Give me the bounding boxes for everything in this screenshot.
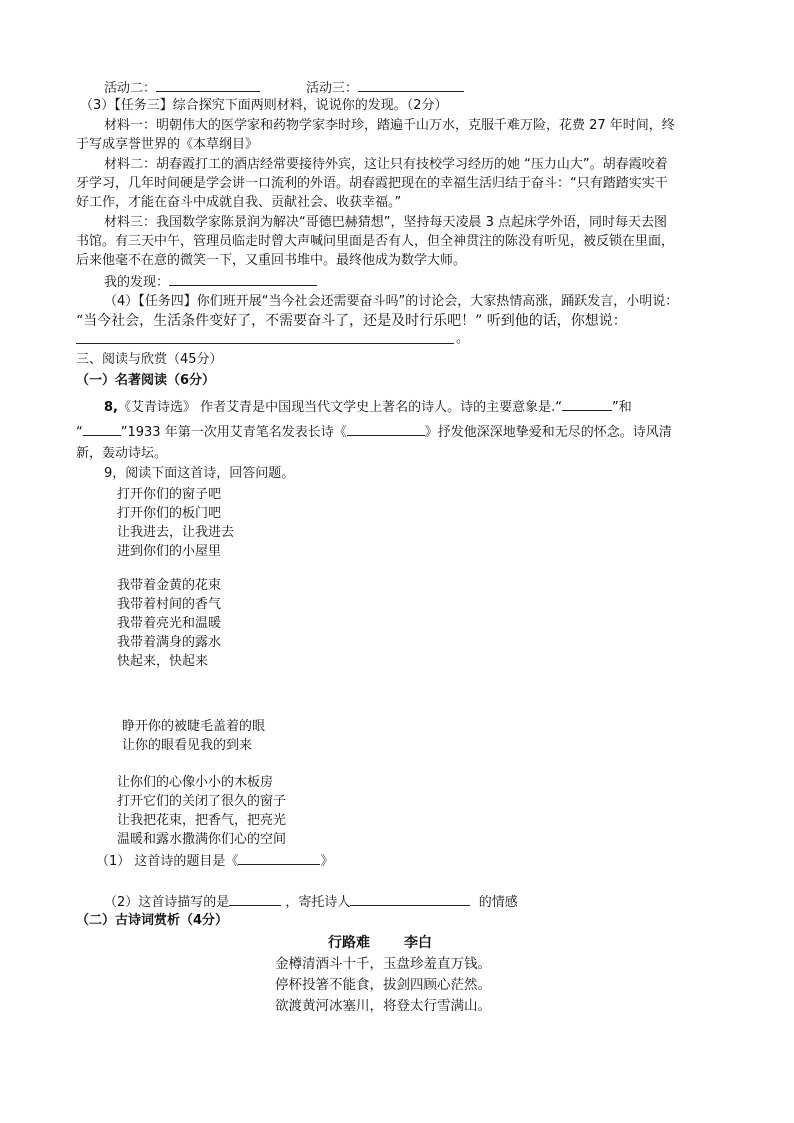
q8-text-c: 》抒发他深深地挚爱和无尽的怀念。诗风清 bbox=[424, 425, 672, 440]
q8-open-quote-2: “ bbox=[76, 425, 83, 440]
material2-line3: 好工作，才能在奋斗中成就自我、贡献社会、收获幸福。” bbox=[76, 195, 402, 210]
q8-blank-1[interactable] bbox=[562, 397, 612, 411]
section3-heading: 三、阅读与欣赏（45分） bbox=[76, 352, 223, 367]
q9-sub1-number: （1） bbox=[96, 854, 131, 869]
poem-line: 睁开你的被睫毛盖着的眼 bbox=[122, 719, 266, 734]
poem-line: 打开你们的板门吧 bbox=[117, 506, 222, 521]
task4-line2: “当今社会，生活条件变好了，不需要奋斗了，还是及时行乐吧！” 听到他的话，你想说： bbox=[76, 313, 627, 329]
q9-prompt: 9，阅读下面这首诗，回答问题。 bbox=[104, 466, 295, 481]
q8-text-b: ”1933 年第一次用艾青笔名发表长诗《 bbox=[120, 425, 347, 440]
material1-line1: 材料一：明朝伟大的医学家和药物学家李时珍，踏遍千山万水，克服千难万险，花费 27 年时间，终 bbox=[104, 118, 675, 133]
q8-number: 8, bbox=[104, 400, 118, 415]
poem-line: 温暖和露水撒满你们心的空间 bbox=[117, 832, 287, 847]
q9-sub1-blank[interactable] bbox=[238, 851, 320, 865]
activity-3-line bbox=[306, 78, 464, 98]
task4-answer-line[interactable] bbox=[76, 343, 454, 344]
activity-3-label: 活动三： bbox=[306, 81, 359, 96]
classic-line: 欲渡黄河冰塞川，将登太行雪满山。 bbox=[275, 998, 491, 1014]
poem-line: 快起来，快起来 bbox=[117, 654, 209, 669]
poem-line: 进到你们的小屋里 bbox=[117, 544, 222, 559]
q8-text-a: 《艾青诗选》 作者艾青是中国现当代文学史上著名的诗人。诗的主要意象是. bbox=[117, 400, 556, 415]
part2-heading: （二）古诗词赏析（4分） bbox=[76, 913, 229, 928]
q8-open-quote: “ bbox=[555, 400, 562, 415]
task3-prompt: （3）【任务三】综合探究下面两则材料，说说你的发现。（2分） bbox=[80, 98, 448, 113]
poem-line: 我带着亮光和温暖 bbox=[117, 616, 222, 631]
q8-blank-2[interactable] bbox=[83, 422, 121, 436]
q8-line1 bbox=[104, 397, 632, 417]
q8-line2 bbox=[76, 422, 672, 442]
discovery-blank[interactable] bbox=[169, 272, 317, 286]
material3-line2: 书馆。有三天中午，管理员临走时曾大声喊问里面是否有人，但全神贯注的陈没有听见，被反锁在里面， bbox=[76, 234, 675, 249]
poem-line: 让我把花束，把香气，把亮光 bbox=[117, 813, 287, 828]
q9-sub2-blank-1[interactable] bbox=[229, 892, 281, 906]
activity-3-blank[interactable] bbox=[358, 78, 464, 92]
material3-line3: 后来他毫不在意的微笑一下，又重回书堆中。最终他成为数学大师。 bbox=[76, 253, 467, 268]
classic-line: 停杯投箸不能食，拔剑四顾心茫然。 bbox=[275, 977, 491, 993]
poem-line: 我带着金黄的花束 bbox=[117, 578, 222, 593]
q8-close-quote: ” bbox=[612, 400, 619, 415]
poem-line: 打开它们的关闭了很久的窗子 bbox=[117, 794, 287, 809]
q9-sub2-text-c: 的情感 bbox=[478, 895, 518, 910]
q8-line3: 新，轰动诗坛。 bbox=[76, 446, 168, 461]
poem-line: 我带着满身的露水 bbox=[117, 635, 222, 650]
material3-line1: 材料三：我国数学家陈景润为解决“哥德巴赫猜想”，坚持每天凌晨 3 点起床学外语，同时每天去图 bbox=[104, 215, 668, 230]
poem-line: 让我进去，让我进去 bbox=[117, 525, 235, 540]
classic-author: 李白 bbox=[404, 935, 432, 951]
discovery-label: 我的发现： bbox=[104, 275, 170, 290]
q9-sub2-text-a: （2）这首诗描写的是 bbox=[104, 895, 230, 910]
q9-sub2-blank-2[interactable] bbox=[350, 892, 470, 906]
q9-sub2-text-b: ，寄托诗人 bbox=[285, 895, 351, 910]
poem-line: 我带着村间的香气 bbox=[117, 597, 222, 612]
q8-and: 和 bbox=[618, 400, 632, 415]
discovery-line bbox=[104, 272, 317, 292]
activity-2-label: 活动二： bbox=[104, 81, 157, 96]
q8-blank-3[interactable] bbox=[347, 422, 425, 436]
classic-title: 行路难 bbox=[328, 935, 370, 951]
q9-sub1-close: 》 bbox=[320, 854, 334, 869]
q9-sub2 bbox=[104, 892, 518, 912]
q9-sub1-text: 这首诗的题目是 bbox=[134, 854, 226, 869]
material2-line1: 材料二：胡春霞打工的酒店经常要接待外宾，这让只有技校学习经历的她 “压力山大”。胡春霞咬着 bbox=[104, 157, 668, 172]
activity-2-line bbox=[104, 78, 260, 98]
poem-line: 让你们的心像小小的木板房 bbox=[117, 775, 274, 790]
classic-line: 金樽清酒斗十千，玉盘珍羞直万钱。 bbox=[275, 956, 491, 972]
poem-line: 让你的眼看见我的到来 bbox=[122, 738, 253, 753]
task4-line1: （4）【任务四】你们班开展“当今社会还需要奋斗吗”的讨论会，大家热情高涨，踊跃发言，小明说： bbox=[104, 294, 679, 309]
task4-period: 。 bbox=[456, 331, 470, 346]
activity-2-blank[interactable] bbox=[156, 78, 260, 92]
part1-heading: （一）名著阅读（6分） bbox=[76, 373, 216, 388]
q9-sub1-open: 《 bbox=[225, 854, 239, 869]
material1-line2: 于写成享誉世界的《本草纲目》 bbox=[76, 137, 259, 152]
q9-sub1 bbox=[96, 851, 333, 871]
material2-line2: 牙学习，几年时间硬是学会讲一口流利的外语。胡春霞把现在的幸福生活归结于奋斗：“只有踏踏实实干 bbox=[76, 176, 668, 191]
poem-line: 打开你们的窗子吧 bbox=[117, 487, 222, 502]
